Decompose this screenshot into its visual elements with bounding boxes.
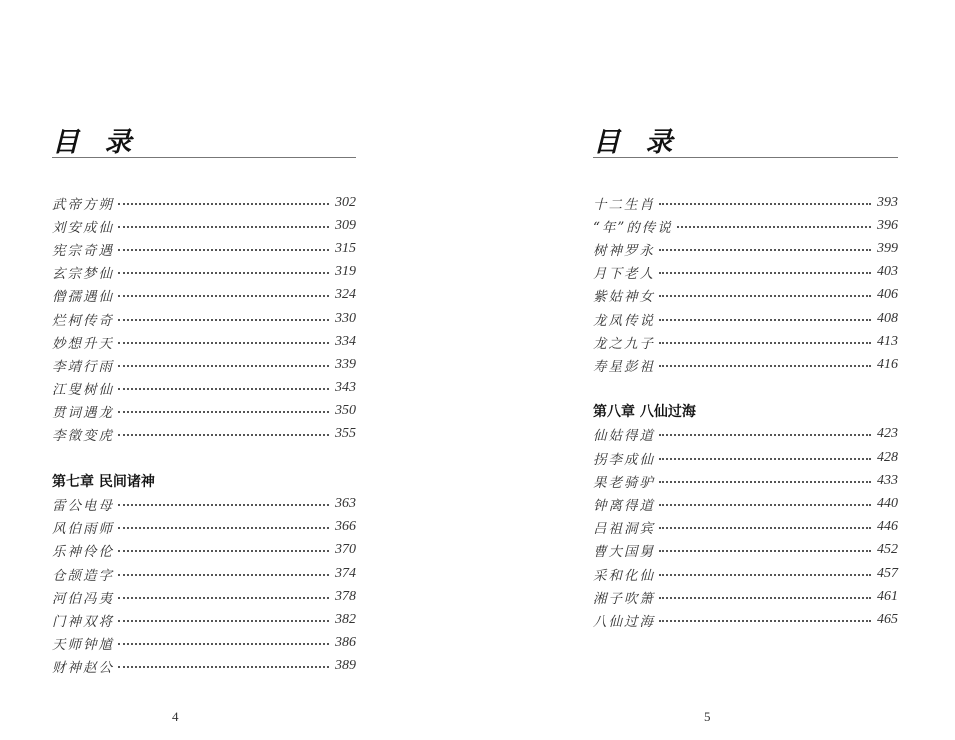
dot-leader: [118, 388, 329, 390]
toc-entry-title: 妙想升天: [52, 335, 114, 352]
dot-leader: [118, 434, 329, 436]
toc-group: [52, 191, 356, 446]
toc-entry-page: 343: [335, 380, 356, 396]
toc-entry-title: 天师钟馗: [52, 637, 114, 654]
toc-entry-title: 玄宗梦仙: [52, 266, 114, 283]
toc-entry-page: 433: [877, 472, 898, 488]
toc-entry: [593, 330, 898, 353]
toc-entry-page: 350: [335, 403, 356, 419]
toc-entry-title: 烂柯传奇: [52, 312, 114, 329]
dot-leader: [118, 574, 329, 576]
dot-leader: [118, 249, 329, 251]
chapter-heading: 第七章 民间诸神: [52, 473, 155, 490]
toc-entry-title: 拐李成仙: [593, 451, 655, 468]
toc-entry: [52, 330, 356, 353]
toc-entry: [593, 423, 898, 446]
toc-entry-page: 406: [877, 287, 898, 303]
dot-leader: [118, 504, 329, 506]
toc-entry-title: 树神罗永: [593, 242, 655, 259]
dot-leader: [118, 319, 329, 321]
dot-leader: [659, 504, 871, 506]
dot-leader: [659, 574, 871, 576]
chapter-heading: 第八章 八仙过海: [593, 404, 696, 421]
dot-leader: [659, 597, 871, 599]
toc-entry: [52, 585, 356, 608]
dot-leader: [659, 295, 871, 297]
toc-entry-title: 寿星彭祖: [593, 358, 655, 375]
toc-entry-page: 363: [335, 496, 356, 512]
dot-leader: [659, 527, 871, 529]
dot-leader: [659, 203, 871, 205]
dot-leader: [659, 272, 871, 274]
toc-entry-title: 十二生肖: [593, 196, 655, 213]
toc-entry-title: 采和化仙: [593, 567, 655, 584]
toc-entry-title: 风伯雨师: [52, 521, 114, 538]
toc-entry-page: 366: [335, 519, 356, 535]
toc-entry-page: 309: [335, 217, 356, 233]
toc-entry: [593, 237, 898, 260]
toc-entry-title: 湘子吹箫: [593, 590, 655, 607]
toc-entry-page: 399: [877, 240, 898, 256]
toc-entry-page: 446: [877, 519, 898, 535]
toc-entry-title: “年”的传说: [593, 219, 673, 236]
toc-entry-page: 374: [335, 565, 356, 581]
toc-entry-title: 曹大国舅: [593, 544, 655, 561]
toc-group: [593, 191, 898, 377]
toc-entry: [52, 516, 356, 539]
toc-entry: [52, 632, 356, 655]
toc-entry-title: 宪宗奇遇: [52, 242, 114, 259]
toc-entry-title: 紫姑神女: [593, 289, 655, 306]
left-page: [52, 0, 356, 740]
dot-leader: [677, 226, 871, 228]
toc-entry-page: 370: [335, 542, 356, 558]
toc-entry-title: 李靖行雨: [52, 358, 114, 375]
dot-leader: [659, 550, 871, 552]
dot-leader: [118, 365, 329, 367]
dot-leader: [118, 272, 329, 274]
toc-entry-page: 440: [877, 496, 898, 512]
dot-leader: [118, 620, 329, 622]
toc-entry-title: 龙凤传说: [593, 312, 655, 329]
page-title: 目 录: [593, 127, 681, 158]
toc-entry-page: 416: [877, 356, 898, 372]
toc-entry: [52, 400, 356, 423]
toc-entry-page: 465: [877, 611, 898, 627]
toc-list: [52, 191, 356, 678]
toc-entry: [593, 608, 898, 631]
toc-entry-page: 319: [335, 264, 356, 280]
dot-leader: [118, 527, 329, 529]
page-number: 4: [172, 709, 179, 724]
toc-entry-page: 339: [335, 356, 356, 372]
toc-entry-page: 408: [877, 310, 898, 326]
dot-leader: [118, 666, 329, 668]
title-rule: [52, 157, 356, 158]
toc-entry: [593, 284, 898, 307]
toc-entry-page: 324: [335, 287, 356, 303]
toc-entry: [593, 585, 898, 608]
toc-entry-page: 423: [877, 426, 898, 442]
dot-leader: [659, 458, 871, 460]
toc-entry-title: 果老骑驴: [593, 474, 655, 491]
toc-entry-page: 302: [335, 194, 356, 210]
toc-entry-page: 382: [335, 611, 356, 627]
dot-leader: [659, 342, 871, 344]
toc-list: [593, 191, 898, 632]
toc-entry-title: 龙之九子: [593, 335, 655, 352]
dot-leader: [118, 295, 329, 297]
toc-entry-title: 仙姑得道: [593, 428, 655, 445]
toc-entry-page: 457: [877, 565, 898, 581]
toc-entry-page: 403: [877, 264, 898, 280]
toc-entry-page: 386: [335, 635, 356, 651]
toc-entry-title: 李徵变虎: [52, 428, 114, 445]
toc-entry: [52, 655, 356, 678]
toc-entry: [593, 191, 898, 214]
toc-entry-title: 财神赵公: [52, 660, 114, 677]
toc-group: [52, 492, 356, 678]
toc-entry-page: 378: [335, 588, 356, 604]
toc-entry: [52, 237, 356, 260]
toc-entry: [593, 214, 898, 237]
toc-entry: [52, 191, 356, 214]
toc-entry-page: 413: [877, 333, 898, 349]
dot-leader: [659, 620, 871, 622]
toc-entry: [52, 562, 356, 585]
toc-entry-title: 贯词遇龙: [52, 405, 114, 422]
toc-group: [593, 423, 898, 632]
toc-entry: [52, 539, 356, 562]
right-page: [593, 0, 898, 740]
toc-entry: [52, 353, 356, 376]
toc-entry: [593, 261, 898, 284]
toc-entry: [593, 516, 898, 539]
toc-entry: [52, 423, 356, 446]
toc-entry: [593, 469, 898, 492]
toc-entry-page: 389: [335, 658, 356, 674]
page-number: 5: [704, 709, 711, 724]
toc-entry-title: 吕祖洞宾: [593, 521, 655, 538]
title-rule: [593, 157, 898, 158]
toc-entry-title: 雷公电母: [52, 498, 114, 515]
toc-entry-title: 门神双将: [52, 613, 114, 630]
toc-entry-page: 452: [877, 542, 898, 558]
toc-entry-title: 武帝方朔: [52, 196, 114, 213]
toc-entry-title: 刘安成仙: [52, 219, 114, 236]
toc-entry-page: 334: [335, 333, 356, 349]
toc-entry: [593, 492, 898, 515]
toc-entry-title: 仓颉造字: [52, 567, 114, 584]
toc-entry-title: 河伯冯夷: [52, 590, 114, 607]
toc-entry: [52, 214, 356, 237]
section-spacer: [593, 377, 898, 400]
dot-leader: [118, 643, 329, 645]
dot-leader: [659, 481, 871, 483]
dot-leader: [659, 434, 871, 436]
page-title: 目 录: [52, 127, 140, 158]
toc-entry: [52, 377, 356, 400]
dot-leader: [118, 597, 329, 599]
toc-entry-title: 江叟树仙: [52, 382, 114, 399]
toc-entry-page: 393: [877, 194, 898, 210]
toc-entry: [52, 307, 356, 330]
dot-leader: [659, 319, 871, 321]
toc-entry: [593, 446, 898, 469]
toc-entry-page: 355: [335, 426, 356, 442]
toc-entry-title: 月下老人: [593, 266, 655, 283]
toc-entry: [593, 353, 898, 376]
toc-entry-page: 461: [877, 588, 898, 604]
toc-entry: [52, 284, 356, 307]
toc-entry-title: 钟离得道: [593, 498, 655, 515]
dot-leader: [118, 411, 329, 413]
toc-entry: [52, 492, 356, 515]
dot-leader: [118, 203, 329, 205]
toc-entry-title: 僧孺遇仙: [52, 289, 114, 306]
section-spacer: [52, 446, 356, 469]
toc-entry: [52, 608, 356, 631]
dot-leader: [659, 249, 871, 251]
toc-entry-title: 乐神伶伦: [52, 544, 114, 561]
toc-entry-page: 428: [877, 449, 898, 465]
dot-leader: [118, 226, 329, 228]
toc-entry-title: 八仙过海: [593, 613, 655, 630]
toc-entry-page: 330: [335, 310, 356, 326]
toc-entry: [52, 261, 356, 284]
toc-entry-page: 396: [877, 217, 898, 233]
dot-leader: [118, 342, 329, 344]
dot-leader: [659, 365, 871, 367]
dot-leader: [118, 550, 329, 552]
toc-entry-page: 315: [335, 240, 356, 256]
toc-entry: [593, 562, 898, 585]
toc-entry: [593, 307, 898, 330]
toc-entry: [593, 539, 898, 562]
